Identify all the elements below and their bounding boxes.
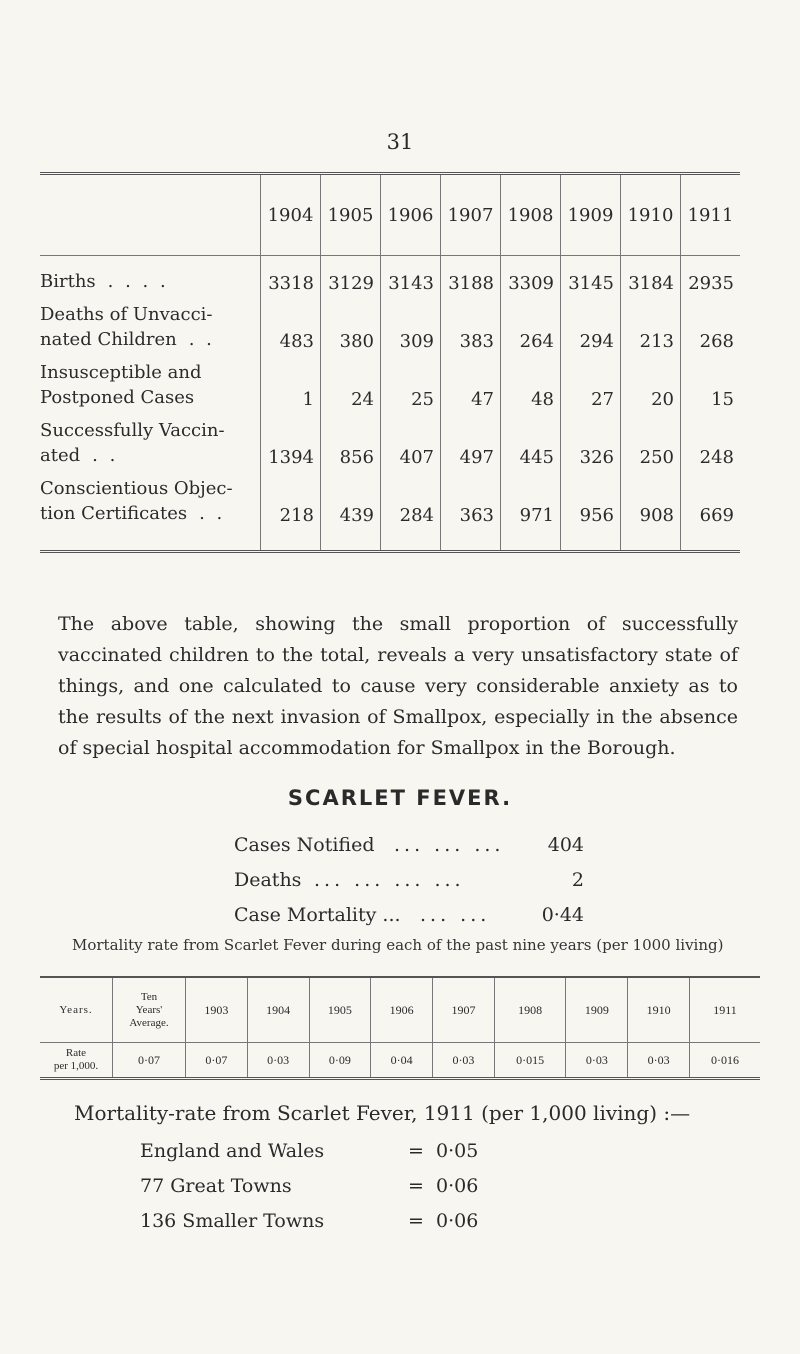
comparison-row bbox=[140, 1210, 640, 1245]
row-label: Successfully Vaccin- ated . . bbox=[40, 420, 225, 466]
year-header: 1911 bbox=[681, 174, 741, 256]
table-cell: 445 bbox=[501, 410, 561, 468]
stat-value: 2 bbox=[571, 869, 584, 891]
table-cell: 971 bbox=[501, 468, 561, 552]
table-cell: 483 bbox=[261, 294, 321, 352]
year-header: 1910 bbox=[628, 977, 690, 1043]
year-header: 1910 bbox=[621, 174, 681, 256]
comparison-value: 0·06 bbox=[436, 1210, 479, 1232]
rate-label: Rate per 1,000. bbox=[53, 1047, 99, 1072]
stat-dots: ... ... ... ... bbox=[314, 869, 465, 891]
table-cell: 309 bbox=[381, 294, 441, 352]
table-cell: 218 bbox=[261, 468, 321, 552]
table-cell: 0·015 bbox=[494, 1043, 566, 1079]
stat-value: 404 bbox=[547, 834, 584, 856]
comparison-value: 0·05 bbox=[436, 1140, 479, 1162]
table-cell: 407 bbox=[381, 410, 441, 468]
table-cell: 0·03 bbox=[247, 1043, 309, 1079]
table-cell: 47 bbox=[441, 352, 501, 410]
table-cell: 250 bbox=[621, 410, 681, 468]
stat-value: 0·44 bbox=[541, 904, 584, 926]
table-cell: 264 bbox=[501, 294, 561, 352]
year-header: 1903 bbox=[186, 977, 248, 1043]
stat-dots: ... ... ... bbox=[394, 834, 505, 856]
year-header: 1906 bbox=[371, 977, 433, 1043]
table-cell: 856 bbox=[321, 410, 381, 468]
table-cell: 1 bbox=[261, 352, 321, 410]
rate-caption: Mortality rate from Scarlet Fever during each of the past nine years (per 1000 living) bbox=[72, 936, 724, 954]
body-paragraph: The above table, showing the small proportion of successfully vaccinated children to the total, reveals a very unsatisfactory state of things, and one calculated to cause very considerable anxiety as to the results of the next invasion of Smallpox, especially in the absence of special hospital accommodation for Smallpox in the Borough. bbox=[58, 613, 738, 759]
stat-label: Deaths bbox=[234, 869, 302, 891]
table-cell: 3318 bbox=[261, 256, 321, 295]
table-cell: 1394 bbox=[261, 410, 321, 468]
table-cell: 0·03 bbox=[433, 1043, 495, 1079]
page-number: 31 bbox=[386, 130, 414, 154]
stat-label: Case Mortality ... bbox=[234, 904, 401, 926]
table-cell: 48 bbox=[501, 352, 561, 410]
table-cell: 27 bbox=[561, 352, 621, 410]
table-cell: 0·03 bbox=[566, 1043, 628, 1079]
table-row-deaths-unvaccinated bbox=[40, 294, 740, 352]
table-cell: 3129 bbox=[321, 256, 381, 295]
table-cell: 0·016 bbox=[690, 1043, 760, 1079]
table-row-conscientious-objection bbox=[40, 468, 740, 552]
table-cell: 956 bbox=[561, 468, 621, 552]
stat-label: Cases Notified bbox=[234, 834, 375, 856]
table-cell: 248 bbox=[681, 410, 741, 468]
equals-sign: = bbox=[408, 1140, 424, 1162]
year-header: 1908 bbox=[501, 174, 561, 256]
year-header: 1905 bbox=[309, 977, 371, 1043]
comparison-row bbox=[140, 1140, 640, 1175]
year-header: 1909 bbox=[561, 174, 621, 256]
equals-sign: = bbox=[408, 1210, 424, 1232]
table-cell: 20 bbox=[621, 352, 681, 410]
table-cell: 439 bbox=[321, 468, 381, 552]
year-header: 1905 bbox=[321, 174, 381, 256]
year-header: 1909 bbox=[566, 977, 628, 1043]
table-cell: 383 bbox=[441, 294, 501, 352]
table-cell: 284 bbox=[381, 468, 441, 552]
year-header: 1904 bbox=[247, 977, 309, 1043]
year-header: 1908 bbox=[494, 977, 566, 1043]
section-heading-scarlet-fever: SCARLET FEVER. bbox=[287, 786, 513, 810]
table-cell: 0·03 bbox=[628, 1043, 690, 1079]
table-cell: 3188 bbox=[441, 256, 501, 295]
comparison-value: 0·06 bbox=[436, 1175, 479, 1197]
comparison-label: 136 Smaller Towns bbox=[140, 1210, 325, 1232]
table-cell: 3309 bbox=[501, 256, 561, 295]
table-row-successfully-vaccinated bbox=[40, 410, 740, 468]
table-cell: 15 bbox=[681, 352, 741, 410]
table-cell: 0·07 bbox=[186, 1043, 248, 1079]
table-cell: 3145 bbox=[561, 256, 621, 295]
table-cell: 0·09 bbox=[309, 1043, 371, 1079]
table-cell: 497 bbox=[441, 410, 501, 468]
table-cell: 380 bbox=[321, 294, 381, 352]
table-cell: 3184 bbox=[621, 256, 681, 295]
year-header: 1907 bbox=[441, 174, 501, 256]
table-cell: 2935 bbox=[681, 256, 741, 295]
table-cell: 213 bbox=[621, 294, 681, 352]
row-label: Births . . . . bbox=[40, 270, 169, 292]
table-row-births bbox=[40, 256, 740, 295]
row-label: Deaths of Unvacci- nated Children . . bbox=[40, 304, 215, 350]
row-label: Conscientious Objec- tion Certificates . . bbox=[40, 478, 233, 524]
year-header: 1907 bbox=[433, 977, 495, 1043]
years-label: Years. bbox=[40, 977, 113, 1043]
comparison-list bbox=[140, 1140, 640, 1245]
stat-row-deaths bbox=[234, 869, 594, 904]
comparison-heading: Mortality-rate from Scarlet Fever, 1911 (per 1,000 living) :— bbox=[74, 1101, 691, 1125]
vaccination-table-header bbox=[40, 174, 740, 256]
row-label: Insusceptible and Postponed Cases bbox=[40, 362, 202, 408]
stat-row-cases-notified bbox=[234, 834, 594, 869]
comparison-row bbox=[140, 1175, 640, 1210]
scarlet-fever-stats bbox=[234, 834, 594, 939]
equals-sign: = bbox=[408, 1175, 424, 1197]
ten-year-average-header: Ten Years' Average. bbox=[113, 977, 186, 1043]
table-cell: 268 bbox=[681, 294, 741, 352]
table-cell: 0·07 bbox=[113, 1043, 186, 1079]
comparison-label: 77 Great Towns bbox=[140, 1175, 292, 1197]
year-header: 1911 bbox=[690, 977, 760, 1043]
table-cell: 3143 bbox=[381, 256, 441, 295]
year-header: 1906 bbox=[381, 174, 441, 256]
table-cell: 326 bbox=[561, 410, 621, 468]
table-cell: 669 bbox=[681, 468, 741, 552]
comparison-label: England and Wales bbox=[140, 1140, 325, 1162]
table-cell: 908 bbox=[621, 468, 681, 552]
stat-dots: ... ... bbox=[420, 904, 491, 926]
stat-row-case-mortality bbox=[234, 904, 594, 939]
vaccination-table bbox=[40, 172, 740, 553]
mortality-rate-table bbox=[40, 976, 760, 1080]
table-cell: 294 bbox=[561, 294, 621, 352]
table-cell: 0·04 bbox=[371, 1043, 433, 1079]
table-cell: 24 bbox=[321, 352, 381, 410]
table-row-insusceptible bbox=[40, 352, 740, 410]
rate-table-header bbox=[40, 977, 760, 1043]
rate-table-row bbox=[40, 1043, 760, 1079]
table-cell: 363 bbox=[441, 468, 501, 552]
year-header: 1904 bbox=[261, 174, 321, 256]
table-cell: 25 bbox=[381, 352, 441, 410]
row-label-header bbox=[40, 174, 261, 256]
